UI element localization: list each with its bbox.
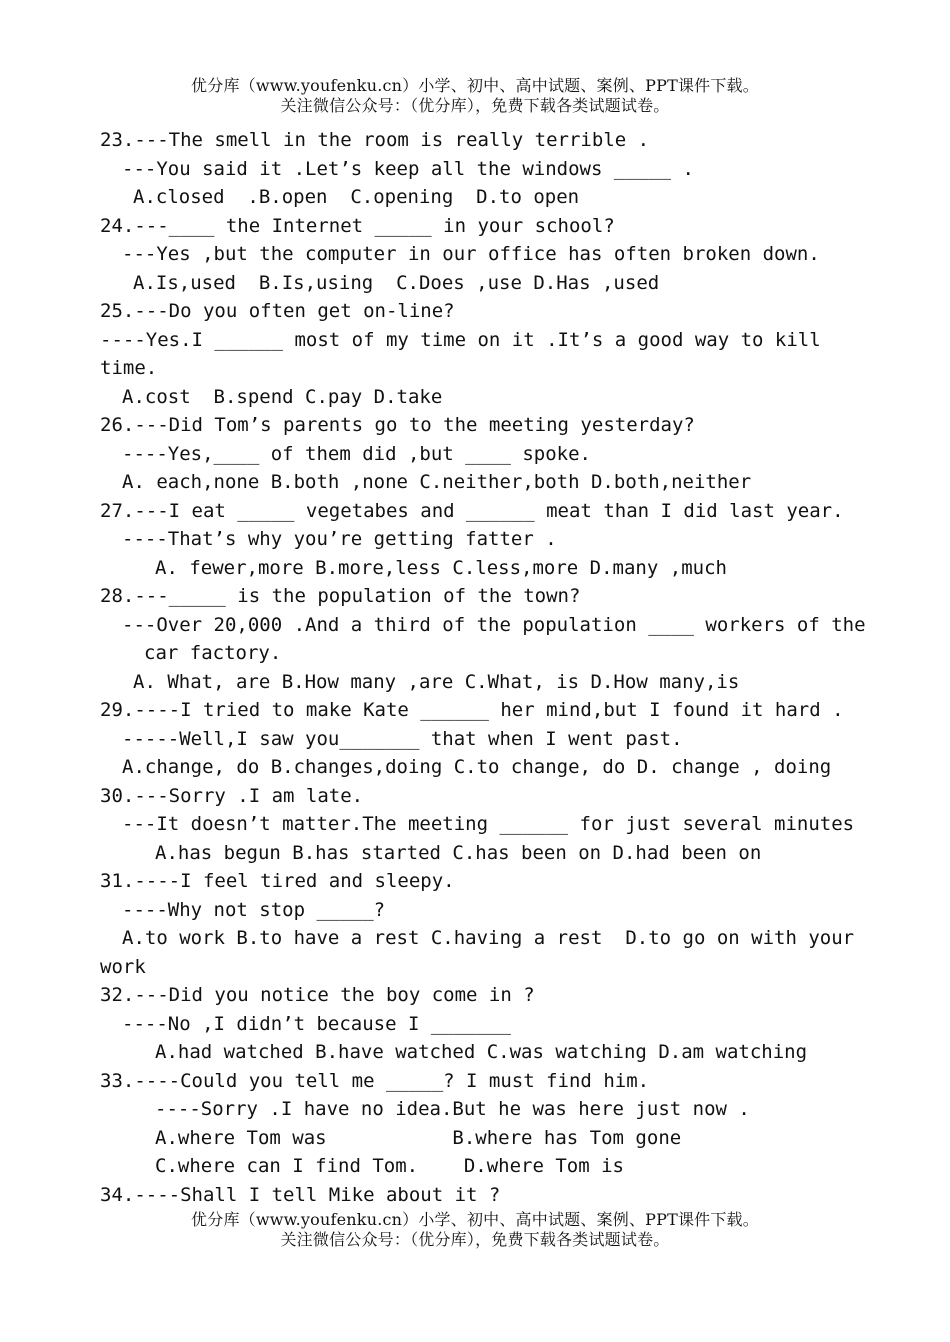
question-23-response: ---You said it .Let’s keep all the windows _____ . — [122, 157, 694, 180]
header-line-1: 优分库（www.youfenku.cn）小学、初中、高中试题、案例、PPT课件下载。 — [191, 76, 759, 95]
question-31-response: ----Why not stop _____? — [122, 898, 386, 921]
header-line-2: 关注微信公众号：（优分库），免费下载各类试题试卷。 — [280, 96, 670, 115]
question-24-response: ---Yes ,but the computer in our office has often broken down. — [122, 243, 820, 265]
question-33-response: ----Sorry .I have no idea.But he was here just now . — [155, 1098, 750, 1120]
question-25-response: ----Yes.I ______ most of my time on it .It’s a good way to kill — [100, 328, 821, 351]
question-27-prompt: 27.---I eat _____ vegetabes and ______ meat than I did last year. — [100, 499, 844, 522]
question-31-options: A.to work B.to have a rest C.having a rest D.to go on with your — [122, 927, 855, 949]
question-body — [0, 126, 950, 1209]
question-34-prompt: 34.----Shall I tell Mike about it ? — [100, 1183, 501, 1206]
question-28-response: ---Over 20,000 .And a third of the population ____ workers of the — [122, 613, 866, 636]
question-25-response-cont: time. — [100, 357, 158, 379]
question-29-response: -----Well,I saw you_______ that when I went past. — [122, 727, 683, 750]
question-25-options: A.cost B.spend C.pay D.take — [122, 385, 443, 408]
question-33-options-ab: A.where Tom was B.where has Tom gone — [155, 1126, 682, 1149]
question-29-prompt: 29.----I tried to make Kate ______ her mind,but I found it hard . — [100, 699, 844, 721]
question-27-options: A. fewer,more B.more,less C.less,more D.many ,much — [155, 556, 727, 579]
question-25-prompt: 25.---Do you often get on-line? — [100, 300, 455, 322]
question-26-prompt: 26.---Did Tom’s parents go to the meeting yesterday? — [100, 414, 695, 436]
question-26-response: ----Yes,____ of them did ,but ____ spoke. — [122, 442, 591, 465]
question-23-prompt: 23.---The smell in the room is really terrible . — [100, 129, 650, 151]
question-30-prompt: 30.---Sorry .I am late. — [100, 784, 364, 807]
question-32-prompt: 32.---Did you notice the boy come in ? — [100, 984, 535, 1006]
question-24-prompt: 24.---____ the Internet _____ in your school? — [100, 214, 615, 237]
question-28-options: A. What, are B.How many ,are C.What, is D.How many,is — [133, 670, 740, 693]
question-31-prompt: 31.----I feel tired and sleepy. — [100, 870, 455, 892]
question-33-options-cd: C.where can I find Tom. D.where Tom is — [155, 1155, 624, 1177]
question-30-response: ---It doesn’t matter.The meeting ______ for just several minutes — [122, 813, 855, 835]
footer-line-2: 关注微信公众号：（优分库），免费下载各类试题试卷。 — [280, 1230, 670, 1249]
question-33-prompt: 33.----Could you tell me _____? I must find him. — [100, 1069, 650, 1092]
question-32-response: ----No ,I didn’t because I _______ — [122, 1012, 511, 1035]
footer-line-1: 优分库（www.youfenku.cn）小学、初中、高中试题、案例、PPT课件下载。 — [191, 1210, 759, 1229]
question-28-response-cont: car factory. — [144, 642, 282, 664]
question-30-options: A.has begun B.has started C.has been on D.had been on — [155, 841, 762, 864]
page-header — [0, 76, 950, 116]
page-footer — [0, 1210, 950, 1250]
question-32-options: A.had watched B.have watched C.was watching D.am watching — [155, 1041, 808, 1063]
question-27-response: ----That’s why you’re getting fatter . — [122, 528, 557, 550]
question-28-prompt: 28.---_____ is the population of the town? — [100, 585, 581, 607]
question-31-options-cont: work — [100, 955, 146, 978]
question-23-options: A.closed .B.open C.opening D.to open — [133, 186, 580, 208]
question-24-options: A.Is,used B.Is,using C.Does ,use D.Has ,used — [133, 271, 660, 294]
question-29-options: A.change, do B.changes,doing C.to change, do D. change , doing — [122, 756, 832, 778]
question-26-options: A. each,none B.both ,none C.neither,both D.both,neither — [122, 471, 752, 493]
